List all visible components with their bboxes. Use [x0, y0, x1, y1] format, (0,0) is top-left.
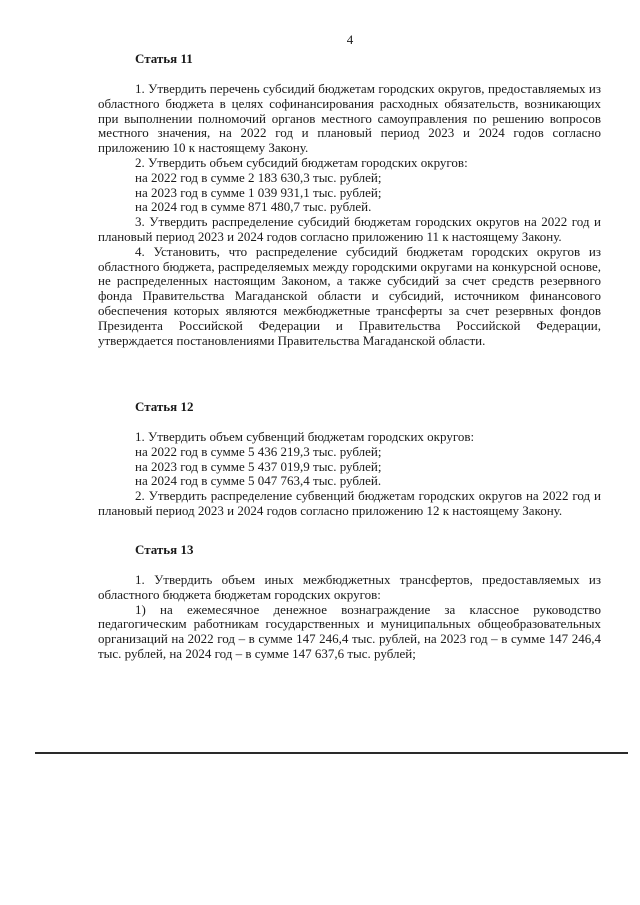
article-13-heading: Статья 13: [135, 542, 194, 557]
article-13-paragraph-1: 1. Утвердить объем иных межбюджетных трансфертов, предоставляемых из областного бюджета бюджетам городских округов:: [98, 572, 601, 602]
list-item: на 2023 год в сумме 1 039 931,1 тыс. рублей;: [135, 184, 382, 200]
article-11-amount-list: [98, 171, 601, 215]
article-11-paragraph-4: 4. Установить, что распределение субсидий бюджетам городских округов из областного бюджета, распределяемых между городскими округами на конкурсной основе, не распределенных настоящим Законом, а также субсидий за счет средств резервного фонда Правительства Магаданской области и субсидий, источником финансового обеспечения которых являются межбюджетные трансферты за счет резервных фондов Президента Российской Федерации и Правительства Российской Федерации, утверждается постановлениями Правительства Магаданской области.: [98, 243, 601, 348]
article-12-paragraph-1: 1. Утвердить объем субвенций бюджетам городских округов:: [135, 429, 475, 444]
list-item: на 2022 год в сумме 2 183 630,3 тыс. рублей;: [135, 169, 382, 185]
article-13-item-1: 1) на ежемесячное денежное вознаграждение за классное руководство педагогическим работникам государственных и муниципальных общеобразовательных организаций на 2022 год – в сумме 147 246,4 тыс. рублей, на 2023 год – в сумме 147 246,4 тыс. рублей, на 2024 год – в сумме 147 637,6 тыс. рублей;: [98, 601, 601, 661]
article-13-body: [98, 573, 601, 662]
footer-divider: [35, 752, 628, 754]
article-12-heading: Статья 12: [135, 399, 194, 414]
article-11-paragraph-3: 3. Утвердить распределение субсидий бюджетам городских округов на 2022 год и плановый период 2023 и 2024 годов согласно приложению 11 к настоящему Закону.: [98, 214, 601, 244]
list-item: на 2024 год в сумме 5 047 763,4 тыс. рублей.: [135, 473, 382, 489]
list-item: на 2024 год в сумме 871 480,7 тыс. рублей.: [135, 199, 372, 215]
list-item: на 2023 год в сумме 5 437 019,9 тыс. рублей;: [135, 458, 382, 474]
article-12-body: [98, 430, 601, 519]
list-item: на 2022 год в сумме 5 436 219,3 тыс. рублей;: [135, 443, 382, 459]
article-11-body: [98, 82, 601, 348]
article-11-heading: Статья 11: [135, 51, 193, 66]
article-11-paragraph-2: 2. Утвердить объем субсидий бюджетам городских округов:: [135, 154, 468, 170]
article-11-paragraph-1: 1. Утвердить перечень субсидий бюджетам городских округов, предоставляемых из областного бюджета в целях софинансирования расходных обязательств, возникающих при выполнении полномочий органов местного самоуправления по решению вопросов местного значения, на 2022 год и плановый период 2023 и 2024 годов согласно приложению 10 к настоящему Закону.: [98, 81, 601, 156]
article-12-paragraph-2: 2. Утвердить распределение субвенций бюджетам городских округов на 2022 год и плановый период 2023 и 2024 годов согласно приложению 12 к настоящему Закону.: [98, 488, 601, 518]
article-12-amount-list: [98, 445, 601, 489]
page-number: 4: [346, 32, 354, 47]
